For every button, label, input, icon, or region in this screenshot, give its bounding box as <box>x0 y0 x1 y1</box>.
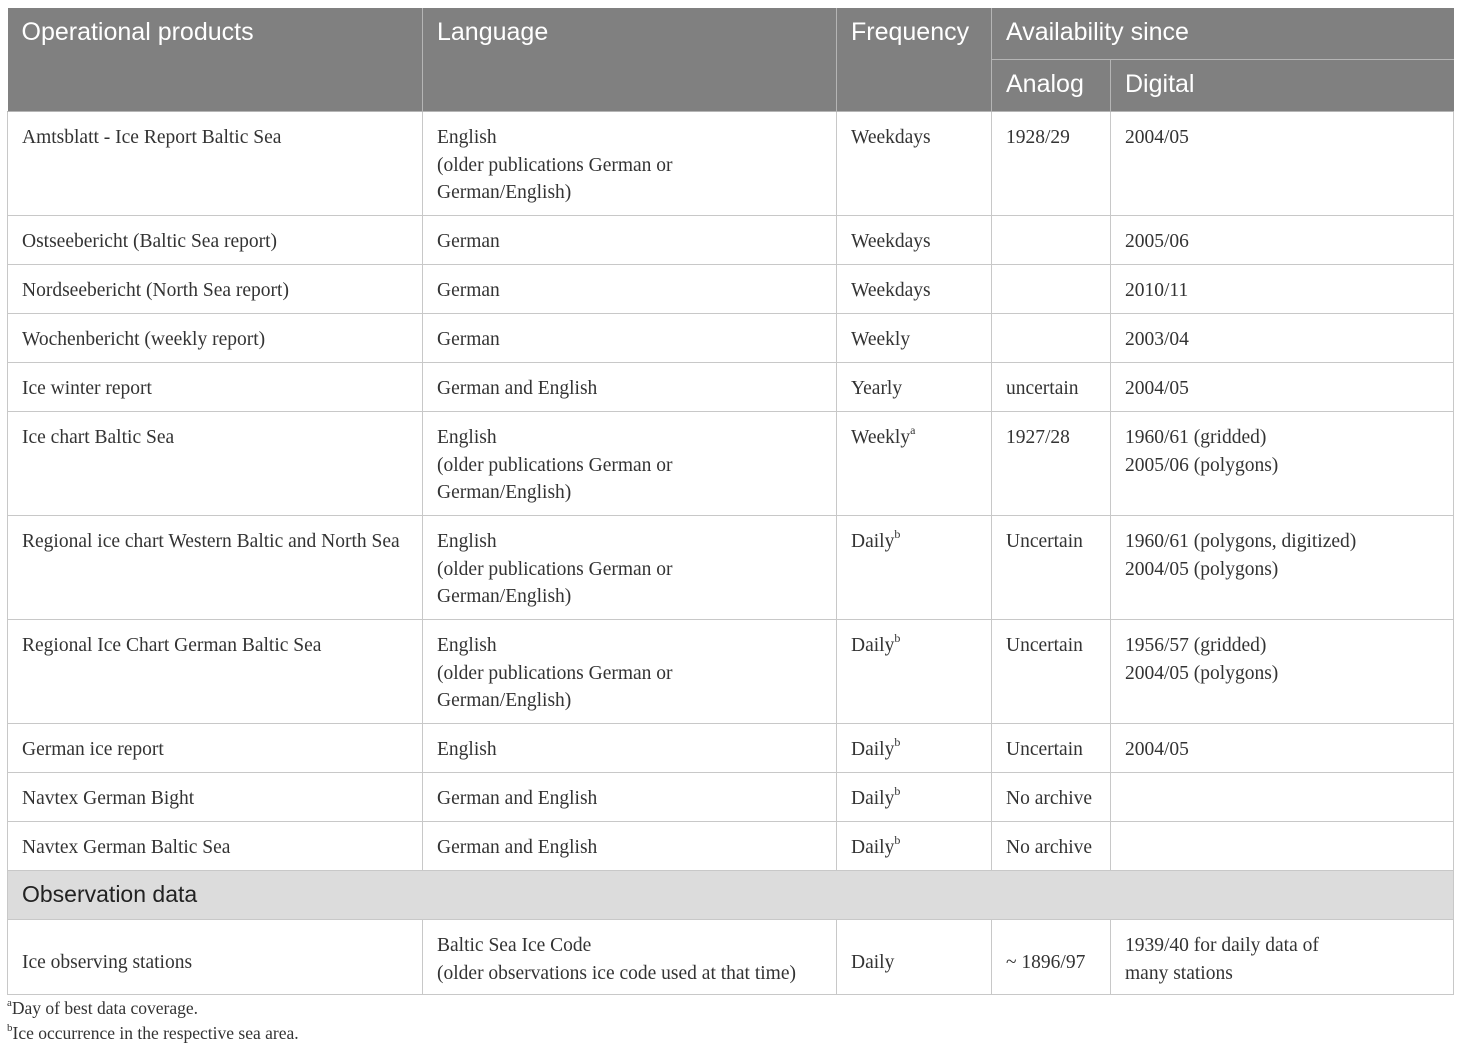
frequency-cell-line: Daily$^b$ <box>851 526 901 552</box>
analog-cell <box>992 822 1111 871</box>
digital-cell <box>1111 112 1454 216</box>
product-cell <box>8 822 423 871</box>
product-cell-line: Amtsblatt - Ice Report Baltic Sea <box>22 127 282 148</box>
language-cell <box>423 412 837 516</box>
header-row <box>8 8 1454 60</box>
analog-cell-line: No archive <box>1006 788 1093 809</box>
frequency-cell-line: Weekly$^a$ <box>851 422 916 448</box>
product-cell <box>8 314 423 363</box>
product-cell <box>8 265 423 314</box>
digital-cell <box>1111 363 1454 412</box>
frequency-cell-line: Weekdays <box>851 280 931 301</box>
footnote-mark: a <box>910 422 916 437</box>
frequency-cell-line: Daily$^b$ <box>851 734 901 760</box>
frequency-cell <box>837 920 992 995</box>
frequency-cell-line: Daily <box>851 952 895 974</box>
frequency-cell <box>837 822 992 871</box>
analog-cell <box>992 724 1111 773</box>
language-cell-line: English <box>437 127 497 148</box>
language-cell-line: German <box>437 280 500 301</box>
product-cell-line: Navtex German Baltic Sea <box>22 837 231 858</box>
language-cell-line: German <box>437 329 500 350</box>
product-cell-line: Regional ice chart Western Baltic and North Sea <box>22 531 400 552</box>
digital-cell <box>1111 314 1454 363</box>
footnote-mark: b <box>894 630 901 645</box>
section-title: Observation data <box>8 871 1454 920</box>
analog-cell-line: uncertain <box>1006 378 1079 399</box>
language-cell-line: German and English <box>437 378 598 399</box>
product-cell-line: Regional Ice Chart German Baltic Sea <box>22 635 322 656</box>
frequency-cell <box>837 516 992 620</box>
analog-cell <box>992 363 1111 412</box>
product-cell <box>8 724 423 773</box>
digital-cell-line: 2005/06 (polygons) <box>1125 454 1279 476</box>
table-row <box>8 412 1454 516</box>
footnote-mark: a <box>7 997 12 1010</box>
product-cell-line: Navtex German Bight <box>22 788 195 809</box>
analog-cell-line: Uncertain <box>1006 739 1083 760</box>
table-row <box>8 363 1454 412</box>
digital-cell-line: 2004/05 <box>1125 739 1189 760</box>
language-cell-line: (older observations ice code used at that time) <box>437 962 796 984</box>
table-row <box>8 773 1454 822</box>
digital-cell <box>1111 822 1454 871</box>
language-cell-line: English <box>437 531 497 552</box>
digital-cell-line: 1956/57 (gridded) <box>1125 635 1267 656</box>
frequency-cell <box>837 363 992 412</box>
language-cell-line: (older publications German or <box>437 454 673 476</box>
footnote-mark: b <box>894 832 901 847</box>
frequency-cell-line: Daily$^b$ <box>851 832 901 858</box>
digital-cell-line: 2003/04 <box>1125 329 1189 350</box>
language-cell-line: German/English) <box>437 482 572 503</box>
product-cell-line: Ice observing stations <box>22 952 193 974</box>
table-row <box>8 920 1454 995</box>
analog-cell <box>992 216 1111 265</box>
analog-cell <box>992 773 1111 822</box>
language-cell <box>423 516 837 620</box>
language-cell-line: (older publications German or <box>437 558 673 580</box>
language-cell <box>423 363 837 412</box>
language-cell-line: German and English <box>437 788 598 809</box>
table-row <box>8 314 1454 363</box>
table-body <box>8 112 1454 995</box>
product-cell-line: Ice winter report <box>22 378 152 399</box>
language-cell-line: German <box>437 231 500 252</box>
language-cell-line: (older publications German or <box>437 154 673 176</box>
language-cell-line: (older publications German or <box>437 662 673 684</box>
frequency-cell <box>837 314 992 363</box>
table-row <box>8 516 1454 620</box>
language-cell-line: English <box>437 739 497 760</box>
product-cell <box>8 773 423 822</box>
header-frequency: Frequency <box>837 8 992 112</box>
product-cell-line: Ice chart Baltic Sea <box>22 427 175 448</box>
header-language: Language <box>423 8 837 112</box>
analog-cell-line: ~ 1896/97 <box>1006 952 1086 974</box>
product-cell-line: German ice report <box>22 739 164 760</box>
digital-cell <box>1111 216 1454 265</box>
product-cell <box>8 516 423 620</box>
digital-cell <box>1111 920 1454 995</box>
table-row <box>8 620 1454 724</box>
section-row <box>8 871 1454 920</box>
digital-cell <box>1111 773 1454 822</box>
footnote-a <box>7 996 299 1021</box>
table-row <box>8 265 1454 314</box>
footnote-mark: b <box>7 1021 13 1034</box>
product-cell <box>8 112 423 216</box>
header-digital: Digital <box>1111 60 1454 112</box>
footnote-mark: b <box>894 734 901 749</box>
table-row <box>8 112 1454 216</box>
analog-cell <box>992 112 1111 216</box>
analog-cell <box>992 412 1111 516</box>
frequency-cell <box>837 724 992 773</box>
table-container <box>7 8 1453 995</box>
analog-cell <box>992 920 1111 995</box>
frequency-cell <box>837 216 992 265</box>
language-cell-line: German/English) <box>437 182 572 203</box>
table-row <box>8 822 1454 871</box>
digital-cell-line: 1939/40 for daily data of <box>1125 935 1319 956</box>
digital-cell-line: 2010/11 <box>1125 280 1189 301</box>
language-cell-line: English <box>437 427 497 448</box>
language-cell <box>423 920 837 995</box>
digital-cell-line: 2004/05 (polygons) <box>1125 558 1279 580</box>
language-cell <box>423 773 837 822</box>
language-cell <box>423 112 837 216</box>
footnote-b <box>7 1021 299 1046</box>
product-cell <box>8 412 423 516</box>
digital-cell <box>1111 724 1454 773</box>
frequency-cell-line: Weekdays <box>851 127 931 148</box>
product-cell <box>8 216 423 265</box>
footnote-mark: b <box>894 526 901 541</box>
language-cell-line: English <box>437 635 497 656</box>
analog-cell-line: Uncertain <box>1006 531 1083 552</box>
frequency-cell <box>837 265 992 314</box>
frequency-cell <box>837 112 992 216</box>
frequency-cell-line: Yearly <box>851 378 903 399</box>
frequency-cell-line: Weekdays <box>851 231 931 252</box>
digital-cell <box>1111 265 1454 314</box>
analog-cell <box>992 265 1111 314</box>
product-cell-line: Ostseebericht (Baltic Sea report) <box>22 231 278 252</box>
language-cell <box>423 620 837 724</box>
analog-cell-line: 1927/28 <box>1006 427 1070 448</box>
analog-cell-line: No archive <box>1006 837 1093 858</box>
analog-cell <box>992 314 1111 363</box>
product-cell-line: Wochenbericht (weekly report) <box>22 329 266 350</box>
language-cell <box>423 314 837 363</box>
digital-cell-line: 2005/06 <box>1125 231 1189 252</box>
digital-cell <box>1111 620 1454 724</box>
analog-cell <box>992 620 1111 724</box>
digital-cell-line: 1960/61 (gridded) <box>1125 427 1267 448</box>
analog-cell-line: 1928/29 <box>1006 127 1070 148</box>
language-cell <box>423 216 837 265</box>
frequency-cell <box>837 412 992 516</box>
digital-cell-line: 2004/05 <box>1125 378 1189 399</box>
analog-cell <box>992 516 1111 620</box>
frequency-cell-line: Daily$^b$ <box>851 783 901 809</box>
table-row <box>8 724 1454 773</box>
language-cell-line: German/English) <box>437 586 572 607</box>
language-cell-line: German/English) <box>437 690 572 711</box>
digital-cell-line: many stations <box>1125 962 1233 984</box>
frequency-cell-line: Daily$^b$ <box>851 630 901 656</box>
product-cell <box>8 620 423 724</box>
digital-cell-line: 2004/05 (polygons) <box>1125 662 1279 684</box>
footnotes <box>7 996 299 1045</box>
product-cell <box>8 920 423 995</box>
footnote-mark: b <box>894 783 901 798</box>
product-cell-line: Nordseebericht (North Sea report) <box>22 280 289 301</box>
digital-cell <box>1111 412 1454 516</box>
header-availability-since: Availability since <box>992 8 1454 60</box>
product-cell <box>8 363 423 412</box>
products-table <box>7 8 1454 995</box>
language-cell <box>423 265 837 314</box>
language-cell <box>423 724 837 773</box>
digital-cell-line: 2004/05 <box>1125 127 1189 148</box>
header-analog: Analog <box>992 60 1111 112</box>
frequency-cell <box>837 620 992 724</box>
header-operational-products: Operational products <box>8 8 423 112</box>
table-row <box>8 216 1454 265</box>
language-cell <box>423 822 837 871</box>
frequency-cell-line: Weekly <box>851 329 911 350</box>
digital-cell <box>1111 516 1454 620</box>
frequency-cell <box>837 773 992 822</box>
footnote-text: Day of best data coverage. <box>11 998 198 1018</box>
footnote-text: Ice occurrence in the respective sea area. <box>12 1022 299 1043</box>
analog-cell-line: Uncertain <box>1006 635 1083 656</box>
language-cell-line: Baltic Sea Ice Code <box>437 935 592 956</box>
language-cell-line: German and English <box>437 837 598 858</box>
digital-cell-line: 1960/61 (polygons, digitized) <box>1125 531 1357 552</box>
